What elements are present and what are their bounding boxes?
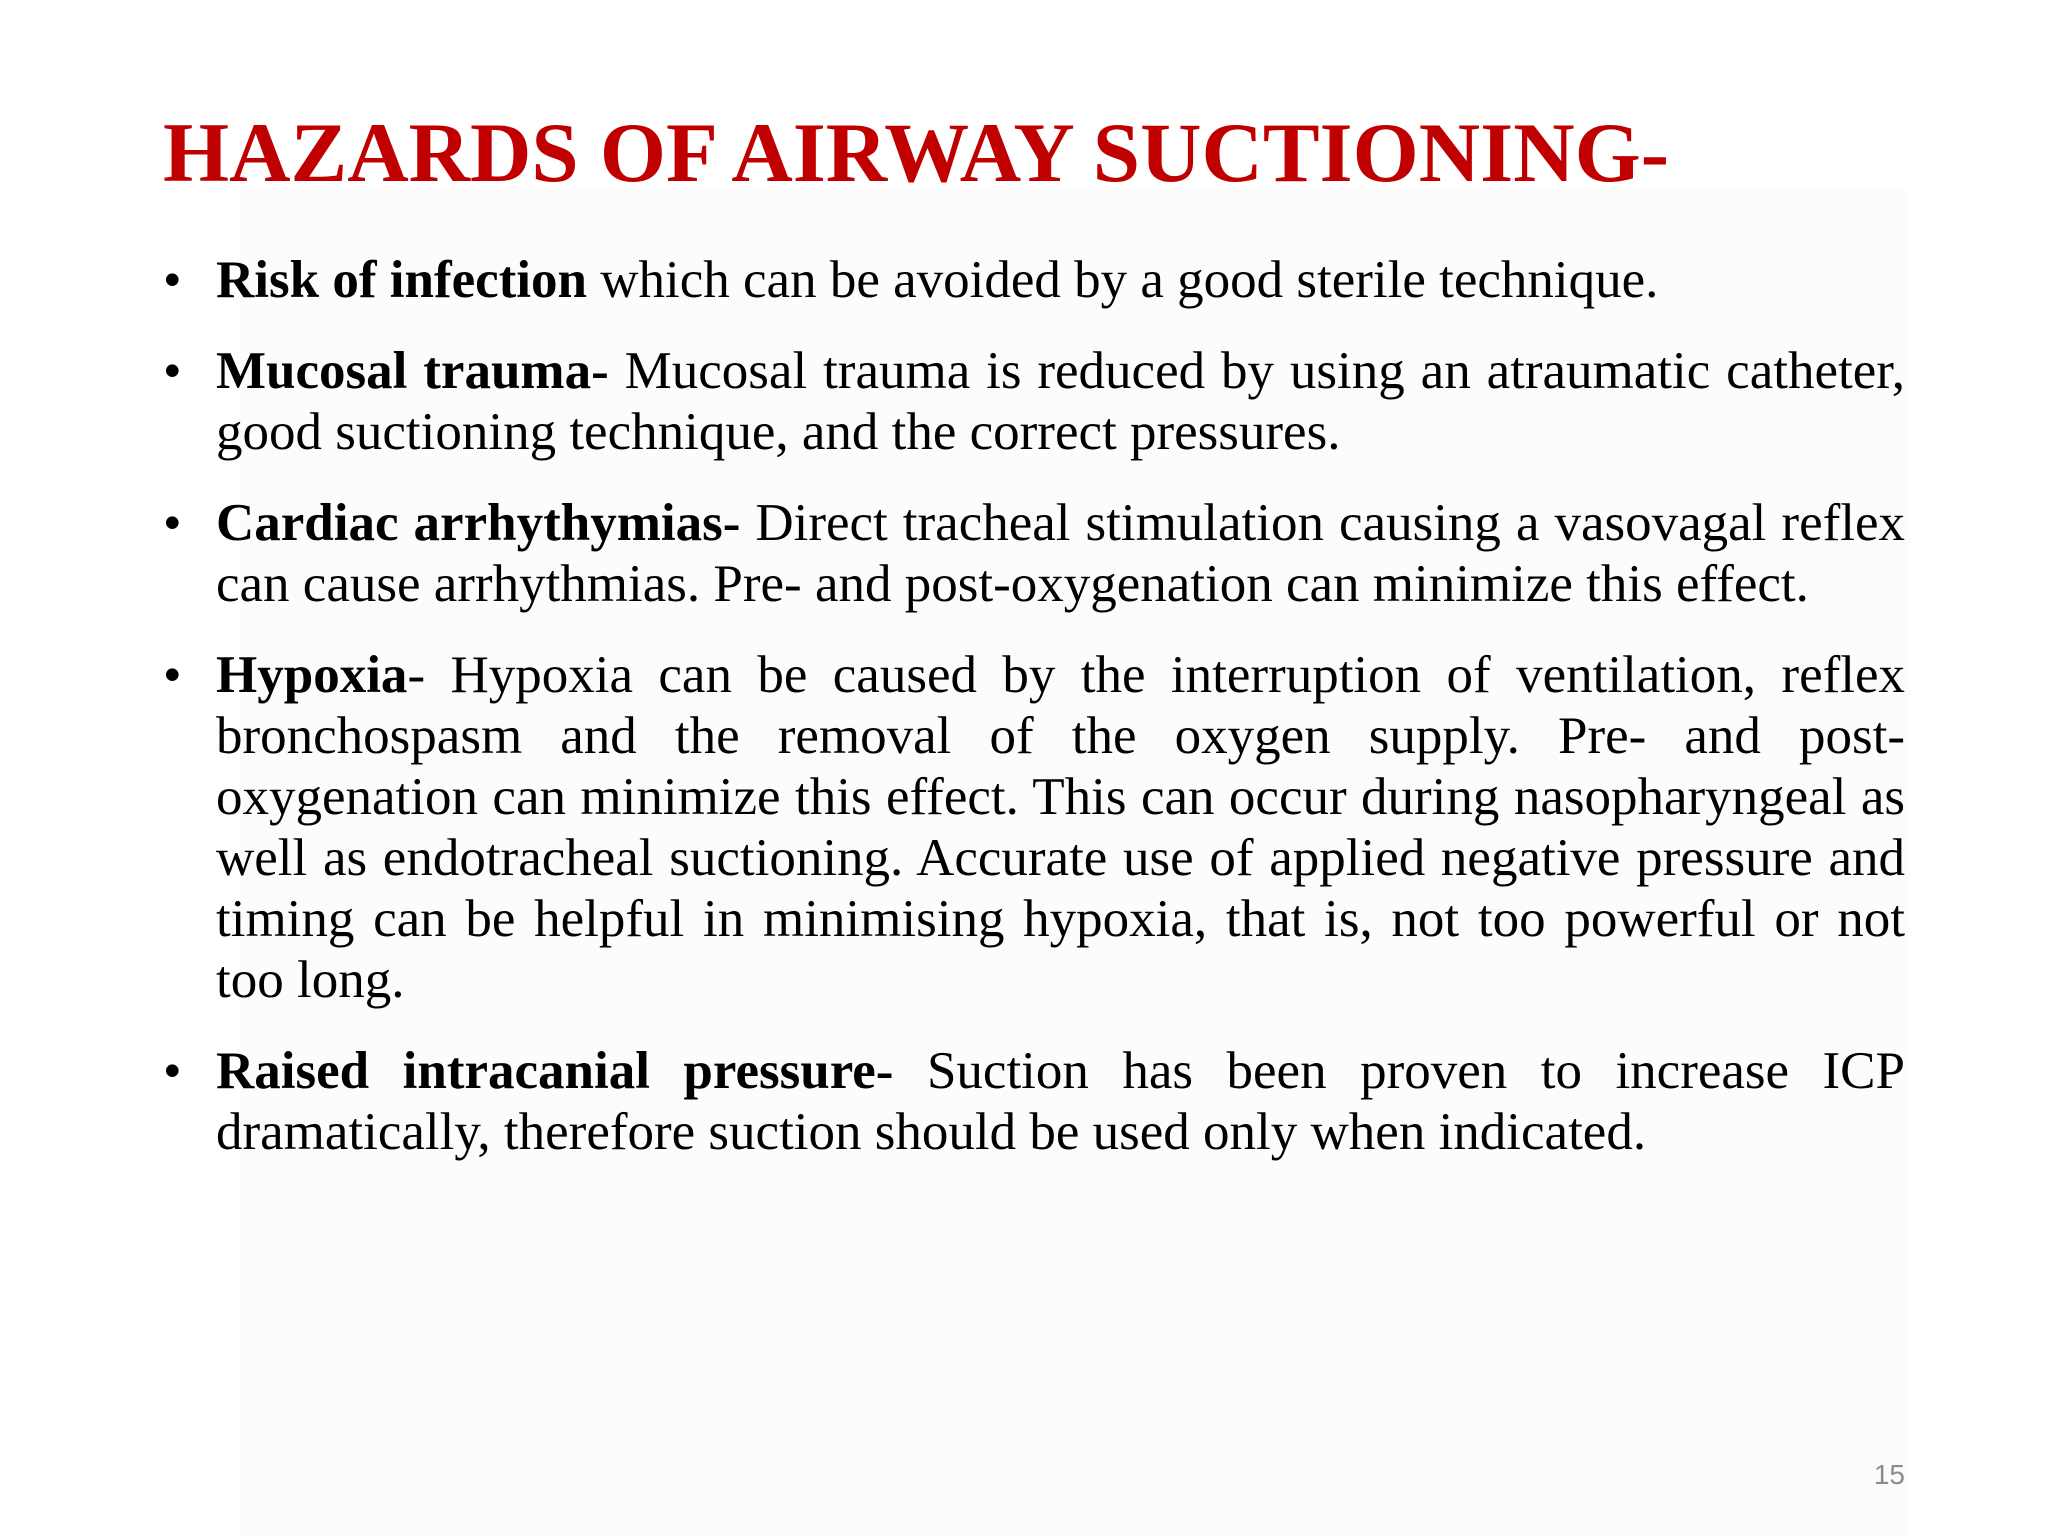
bullet-dot-icon: • — [163, 494, 182, 552]
slide-title: HAZARDS OF AIRWAY SUCTIONING- — [163, 106, 1670, 200]
bullet-heading: Risk of infection — [216, 251, 587, 309]
bullet-dot-icon: • — [163, 251, 182, 309]
bullet-text: Suction has been proven to increase ICP dramatically, therefore suction should be used only when indicated. — [216, 1042, 1906, 1161]
bullet-heading: Hypoxia — [216, 646, 408, 704]
bullet-item-infection — [163, 250, 1905, 311]
bullet-list — [163, 250, 1905, 1193]
bullet-item-cardiac-arrhythmias — [163, 493, 1905, 615]
bullet-text: - Hypoxia can be caused by the interruption of ventilation, reflex bronchospasm and the removal of the oxygen supply. Pre- and post-oxygenation can minimize this effect. This can occur during nasopharyngeal as well as endotracheal suctioning. Accurate use of applied negative pressure and timing can be helpful in minimising hypoxia, that is, not too powerful or not too long. — [216, 646, 1905, 1009]
page-number: 15 — [1873, 1459, 1905, 1490]
bullet-dot-icon: • — [163, 1042, 182, 1100]
bullet-item-intracranial-pressure — [163, 1041, 1905, 1163]
bullet-item-hypoxia — [163, 645, 1905, 1011]
bullet-heading: Raised intracanial pressure- — [216, 1042, 894, 1100]
bullet-heading: Mucosal trauma- — [216, 342, 609, 400]
bullet-text: Direct tracheal stimulation causing a vasovagal reflex can cause arrhythmias. Pre- and post-oxygenation can minimize this effect. — [216, 494, 1905, 613]
bullet-dot-icon: • — [163, 646, 182, 704]
bullet-text: which can be avoided by a good sterile technique. — [587, 251, 1659, 309]
bullet-heading: Cardiac arrhythymias- — [216, 494, 741, 552]
bullet-text: Mucosal trauma is reduced by using an atraumatic catheter, good suctioning technique, and the correct pressures. — [216, 342, 1905, 461]
bullet-item-mucosal-trauma — [163, 341, 1905, 463]
bullet-dot-icon: • — [163, 342, 182, 400]
